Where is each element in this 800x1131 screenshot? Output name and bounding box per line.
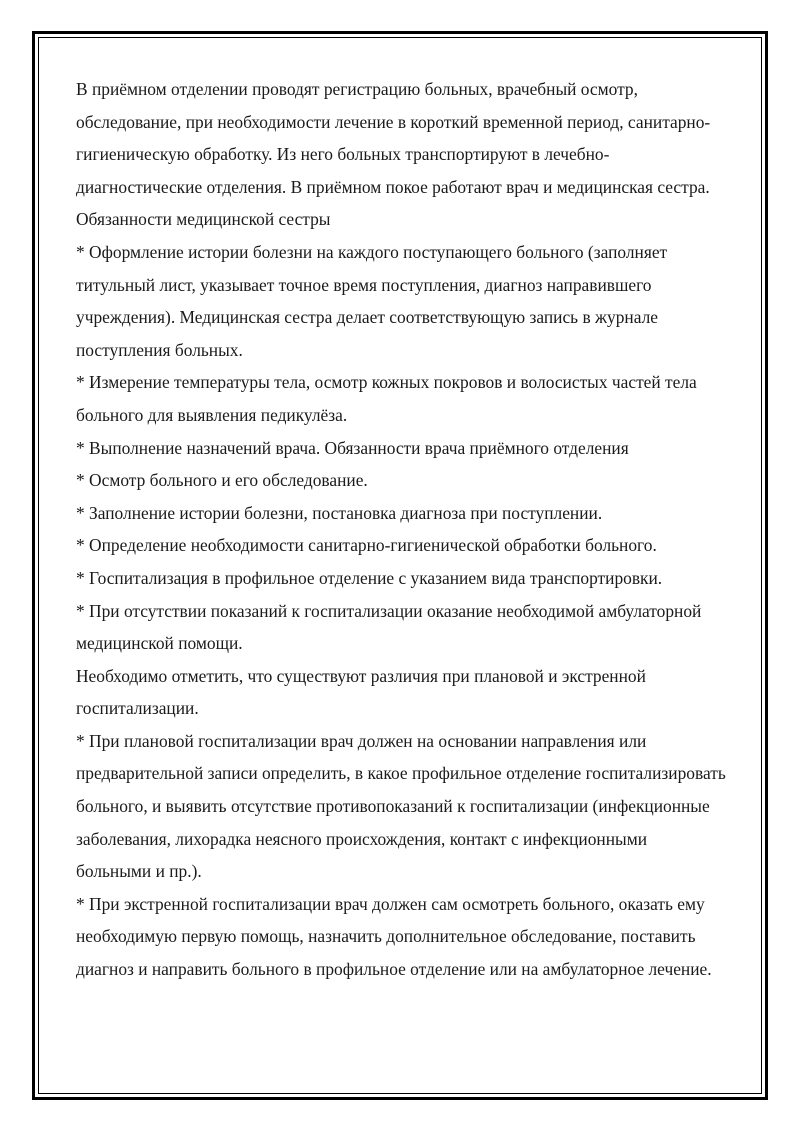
list-item: * Осмотр больного и его обследование. xyxy=(76,470,368,491)
list-item: * Выполнение назначений врача. Обязанности врача приёмного отделения xyxy=(76,437,629,458)
paragraph-note: Необходимо отметить, что существуют различия при плановой и экстренной госпитализации. xyxy=(76,665,646,719)
list-item: * Определение необходимости санитарно-гигиенической обработки больного. xyxy=(76,535,657,556)
list-item: * При экстренной госпитализации врач должен сам осмотреть больного, оказать ему необходимую первую помощь, назначить дополнительное обследование, поставить диагноз и направить больного в профильное отделение или на амбулаторное лечение. xyxy=(76,893,712,980)
heading-nurse-duties: Обязанности медицинской сестры xyxy=(76,209,331,230)
list-item: * Оформление истории болезни на каждого поступающего больного (заполняет титульный лист, указывает точное время поступления, диагноз направившего учреждения). Медицинская сестра делает соответствующую запись в журнале поступления больных. xyxy=(76,241,668,360)
list-item: * Измерение температуры тела, осмотр кожных покровов и волосистых частей тела больного для выявления педикулёза. xyxy=(76,372,697,425)
list-item: * При отсутствии показаний к госпитализации оказание необходимой амбулаторной медицинской помощи. xyxy=(76,600,702,654)
list-item: * Заполнение истории болезни, постановка диагноза при поступлении. xyxy=(76,502,603,523)
list-item: * При плановой госпитализации врач должен на основании направления или предварительной записи определить, в какое профильное отделение госпитализировать больного, и выявить отсутствие противопоказаний к госпитализации (инфекционные заболевания, лихорадка неясного происхождения, контакт с инфекционными больными и пр.). xyxy=(76,730,726,882)
paragraph-intro: В приёмном отделении проводят регистрацию больных, врачебный осмотр, обследование, при необходимости лечение в короткий временной период, санитарно-гигиеническую обработку. Из него больных транспортируют в лечебно-диагностические отделения. В приёмном покое работают врач и медицинская сестра. xyxy=(76,79,711,197)
document-body xyxy=(76,73,726,986)
list-item: * Госпитализация в профильное отделение с указанием вида транспортировки. xyxy=(76,567,663,588)
